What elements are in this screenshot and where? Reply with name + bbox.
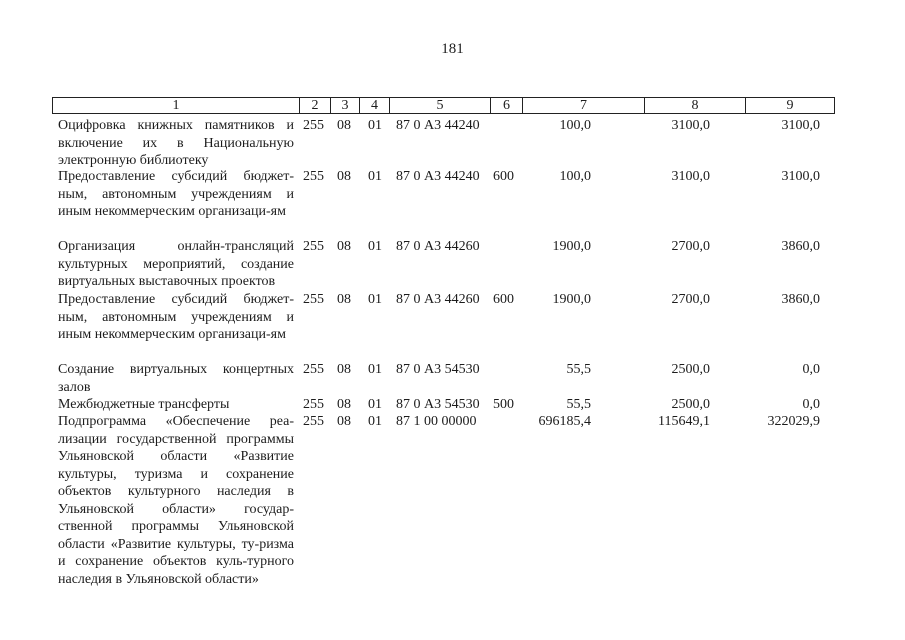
header-col-6: 6 bbox=[491, 98, 523, 113]
row-name: Межбюджетные трансферты bbox=[58, 397, 230, 412]
header-col-2: 2 bbox=[300, 98, 331, 113]
row-name: Создание виртуальных концертных залов bbox=[58, 362, 294, 395]
row-col-5: 87 0 А3 44260 bbox=[396, 239, 480, 254]
row-col-3: 08 bbox=[337, 239, 351, 254]
row-col-2: 255 bbox=[303, 362, 324, 377]
row-col-5: 87 0 А3 54530 bbox=[396, 362, 480, 377]
row-col-7: 100,0 bbox=[559, 169, 591, 184]
row-col-7: 1900,0 bbox=[552, 292, 591, 307]
header-col-1: 1 bbox=[53, 98, 300, 113]
row-col-8: 2700,0 bbox=[671, 239, 710, 254]
row-col-9: 3100,0 bbox=[781, 118, 820, 133]
row-col-9: 0,0 bbox=[802, 362, 820, 377]
page-number: 181 bbox=[441, 41, 464, 57]
row-col-3: 08 bbox=[337, 397, 351, 412]
row-col-8: 115649,1 bbox=[658, 414, 710, 429]
row-col-3: 08 bbox=[337, 362, 351, 377]
row-col-3: 08 bbox=[337, 292, 351, 307]
row-col-9: 3860,0 bbox=[781, 239, 820, 254]
row-col-4: 01 bbox=[368, 292, 382, 307]
header-col-4: 4 bbox=[360, 98, 390, 113]
row-col-9: 3860,0 bbox=[781, 292, 820, 307]
row-col-5: 87 1 00 00000 bbox=[396, 414, 477, 429]
row-col-5: 87 0 А3 44260 bbox=[396, 292, 480, 307]
row-col-4: 01 bbox=[368, 362, 382, 377]
header-col-9: 9 bbox=[786, 98, 794, 113]
row-col-2: 255 bbox=[303, 239, 324, 254]
row-col-2: 255 bbox=[303, 397, 324, 412]
row-col-3: 08 bbox=[337, 169, 351, 184]
table-header bbox=[52, 97, 835, 114]
row-col-6: 600 bbox=[493, 292, 514, 307]
row-col-7: 696185,4 bbox=[538, 414, 591, 429]
row-col-2: 255 bbox=[303, 169, 324, 184]
row-col-5: 87 0 А3 54530 bbox=[396, 397, 480, 412]
row-col-4: 01 bbox=[368, 118, 382, 133]
row-col-4: 01 bbox=[368, 414, 382, 429]
row-name: Подпрограмма «Обеспечение реа-лизации государственной программы Ульяновской области «Развитие культуры, туризма и сохранение объектов культурного наследия в Ульяновской области» государ-ственной программы Ульяновской области «Развитие культуры, ту-ризма и сохранение объектов куль-турного наследия в Ульяновской области» bbox=[58, 414, 294, 587]
header-col-3: 3 bbox=[331, 98, 360, 113]
row-col-8: 2500,0 bbox=[671, 362, 710, 377]
row-col-4: 01 bbox=[368, 169, 382, 184]
row-col-7: 100,0 bbox=[559, 118, 591, 133]
header-col-5: 5 bbox=[390, 98, 491, 113]
row-col-9: 322029,9 bbox=[767, 414, 820, 429]
row-col-9: 0,0 bbox=[802, 397, 820, 412]
row-name: Организация онлайн-трансляций культурных мероприятий, создание виртуальных выставочных проектов bbox=[58, 239, 294, 289]
row-col-4: 01 bbox=[368, 239, 382, 254]
row-col-5: 87 0 А3 44240 bbox=[396, 118, 480, 133]
header-col-8: 8 bbox=[645, 98, 746, 113]
row-col-5: 87 0 А3 44240 bbox=[396, 169, 480, 184]
row-col-6: 600 bbox=[493, 169, 514, 184]
header-col-7: 7 bbox=[523, 98, 645, 113]
row-name: Предоставление субсидий бюджет-ным, автономным учреждениям и иным некоммерческим организаци-ям bbox=[58, 292, 294, 342]
row-name: Оцифровка книжных памятников и включение их в Национальную электронную библиотеку bbox=[58, 118, 294, 168]
row-col-2: 255 bbox=[303, 414, 324, 429]
row-name: Предоставление субсидий бюджет-ным, автономным учреждениям и иным некоммерческим организаци-ям bbox=[58, 169, 294, 219]
row-col-6: 500 bbox=[493, 397, 514, 412]
row-col-3: 08 bbox=[337, 414, 351, 429]
row-col-9: 3100,0 bbox=[781, 169, 820, 184]
row-col-8: 2700,0 bbox=[671, 292, 710, 307]
row-col-2: 255 bbox=[303, 118, 324, 133]
row-col-8: 2500,0 bbox=[671, 397, 710, 412]
row-col-7: 55,5 bbox=[566, 362, 591, 377]
row-col-7: 1900,0 bbox=[552, 239, 591, 254]
row-col-4: 01 bbox=[368, 397, 382, 412]
row-col-7: 55,5 bbox=[566, 397, 591, 412]
row-col-3: 08 bbox=[337, 118, 351, 133]
row-col-2: 255 bbox=[303, 292, 324, 307]
row-col-8: 3100,0 bbox=[671, 169, 710, 184]
row-col-8: 3100,0 bbox=[671, 118, 710, 133]
